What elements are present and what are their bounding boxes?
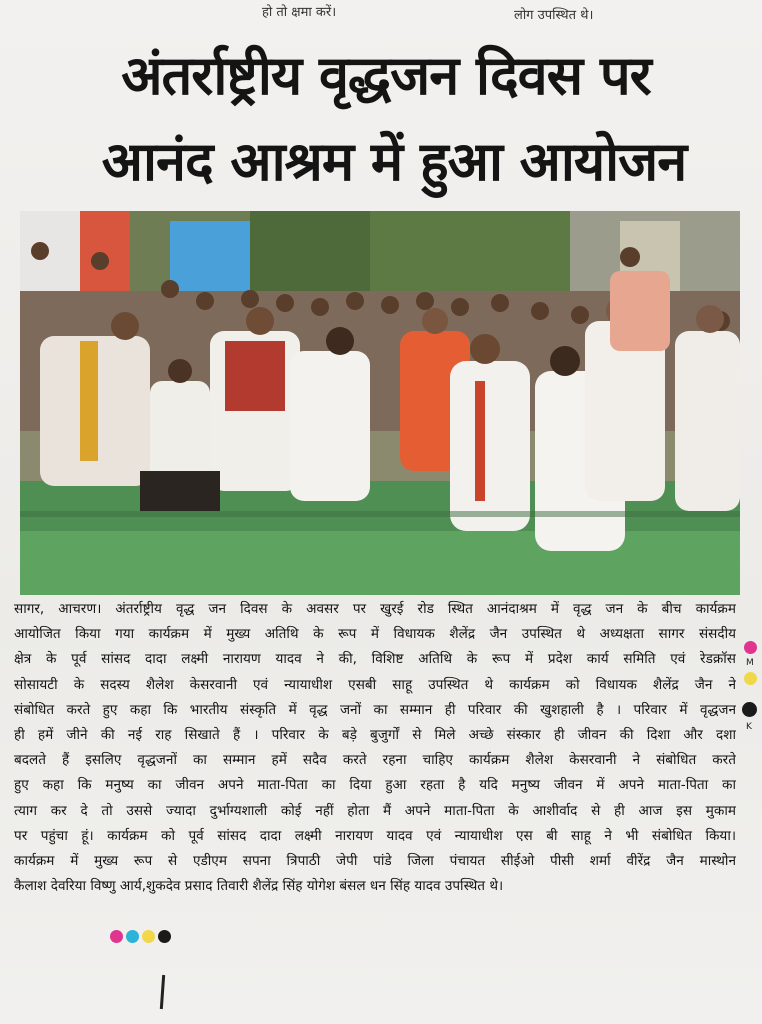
group-photo-icon [20, 211, 740, 595]
color-registration-dots [110, 928, 174, 947]
black-registration-dot [742, 702, 757, 717]
previous-article-fragment-right: लोग उपस्थित थे। [514, 8, 594, 23]
article-line: हुए कहा कि मनुष्य का जीवन अपने माता-पिता का दिया हुआ रहता है यदि मनुष्य जीवन में अपने माता-पिता का [14, 777, 736, 794]
article-line: आयोजित किया गया कार्यक्रम में मुख्य अतिथि के रूप में विधायक शैलेंद्र जैन उपस्थित थे अध्यक्षता सागर संसदीय [14, 626, 736, 643]
article-line: पर पहुंचा हूं। कार्यक्रम को पूर्व सांसद दादा लक्ष्मी नारायण यादव एवं न्यायाधीश एस बी साहू ने भी संबोधित किया। [14, 827, 736, 844]
magenta-dot [110, 930, 123, 943]
headline-line-2: आनंद आश्रम में हुआ आयोजन [101, 130, 687, 193]
article-body [14, 597, 736, 899]
article-line: कार्यक्रम में मुख्य रूप से एडीएम सपना त्रिपाठी जेपी पांडे जिला पंचायत सीईओ पीसी शर्मा वीरेंद्र जैन मास्थोन [14, 853, 736, 870]
yellow-dot [142, 930, 155, 943]
magenta-registration-dot [744, 641, 757, 654]
previous-article-fragment-left: हो तो क्षमा करें। [262, 5, 337, 20]
margin-mark-k: K [746, 722, 752, 732]
yellow-registration-dot [744, 672, 757, 685]
scan-mark [160, 975, 165, 1009]
article-line: सागर, आचरण। अंतर्राष्ट्रीय वृद्ध जन दिवस के अवसर पर खुरई रोड स्थित आनंदाश्रम में वृद्ध जन के बीच कार्यक्रम [14, 601, 736, 617]
article-line: कैलाश देवरिया विष्णु आर्य,शुकदेव प्रसाद तिवारी शैलेंद्र सिंह योगेश बंसल धन सिंह यादव उपस्थित थे। [14, 878, 504, 895]
article-line: ही हमें जीने की नई राह सिखाते हैं । परिवार के बड़े बुजुर्गों से मिले अच्छे संस्कार ही जीवन की दिशा और दशा [14, 727, 736, 744]
group-photo [20, 211, 740, 595]
article-line: क्षेत्र के पूर्व सांसद दादा लक्ष्मी नारायण यादव ने की, विशिष्ट अतिथि के रूप में प्रदेश कार्य समिति एवं रेडक्रॉस [14, 651, 736, 668]
article-line: सोसायटी के सदस्य शैलेश केसरवानी एवं न्यायाधीश एसबी साहू उपस्थित थे कार्यक्रम को विधायक शैलेंद्र जैन ने [14, 676, 736, 693]
black-dot [158, 930, 171, 943]
cyan-dot [126, 930, 139, 943]
article-line: संबोधित करते हुए कहा कि भारतीय संस्कृति में वृद्ध जनों का सम्मान ही परिवार की खुशहाली है । परिवार में वृद्धजन [14, 701, 736, 718]
margin-mark-m: M [746, 658, 754, 668]
article-line: बदलते हैं इसलिए वृद्धजनों का सम्मान हमें सदैव करते रहना चाहिए कार्यक्रम शैलेश केसरवानी ने संबोधित करते [14, 752, 736, 769]
headline-line-1: अंतर्राष्ट्रीय वृद्धजन दिवस पर [121, 44, 651, 107]
article-line: त्याग कर दे तो उससे ज्यादा दुर्भाग्यशाली कोई नहीं होता मैं अपने माता-पिता के आशीर्वाद से ही आज इस मुकाम [14, 802, 736, 819]
